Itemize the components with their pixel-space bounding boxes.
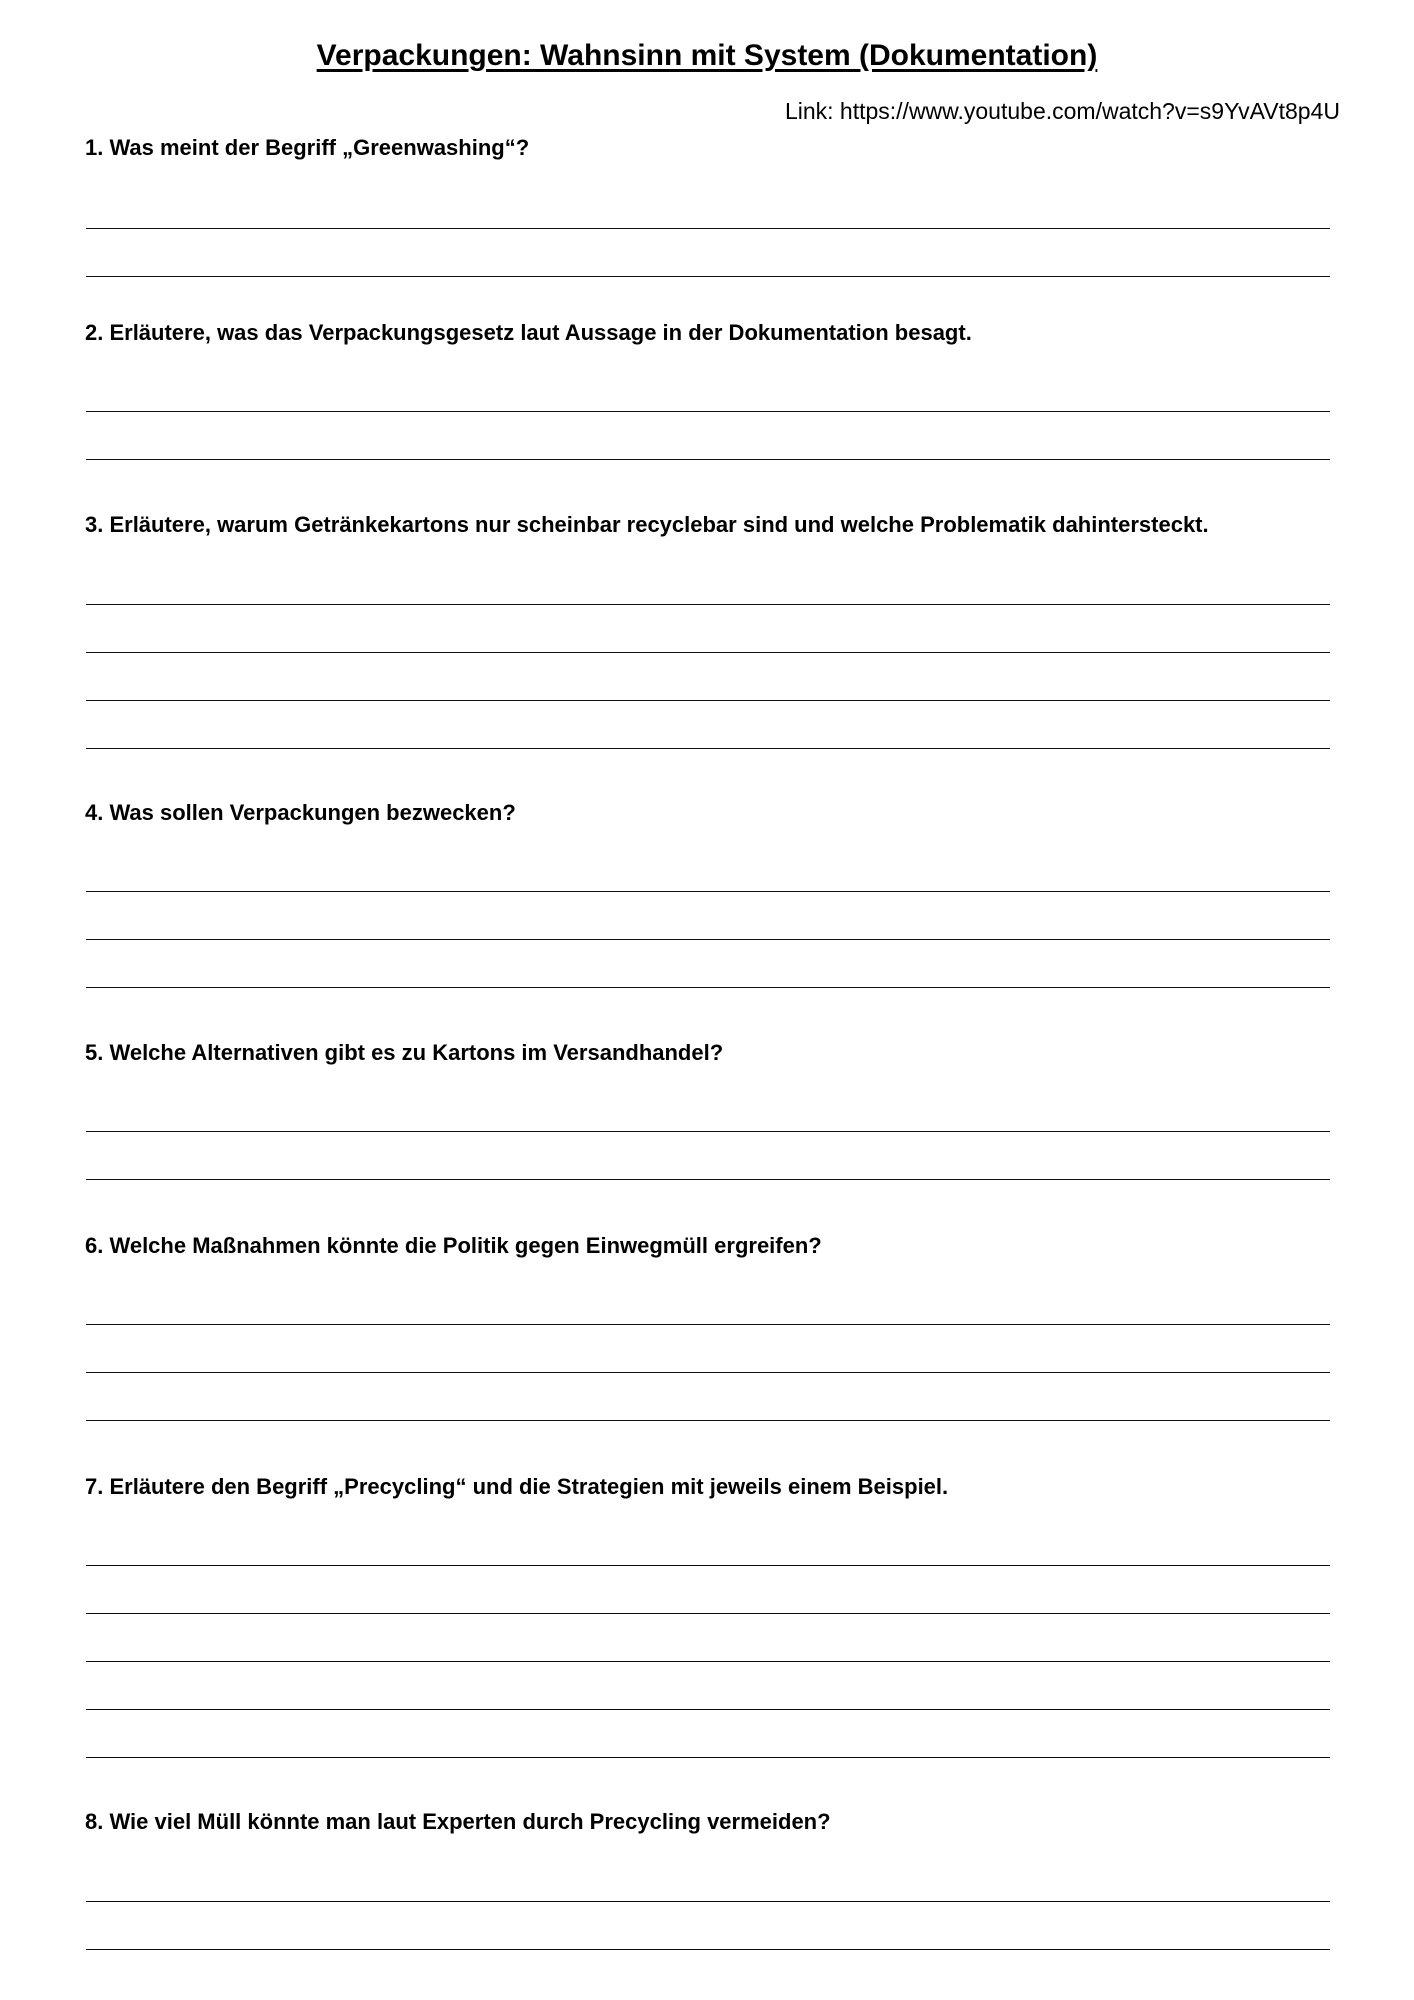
answer-line[interactable] — [86, 604, 1330, 605]
answer-line[interactable] — [86, 1372, 1330, 1373]
answer-line[interactable] — [86, 411, 1330, 412]
question-6: 6. Welche Maßnahmen könnte die Politik gegen Einwegmüll ergreifen? — [85, 1233, 822, 1258]
answer-line[interactable] — [86, 1324, 1330, 1325]
question-1: 1. Was meint der Begriff „Greenwashing“? — [85, 135, 530, 160]
question-5: 5. Welche Alternativen gibt es zu Kartons im Versandhandel? — [85, 1040, 724, 1065]
answer-line[interactable] — [86, 1709, 1330, 1710]
question-3: 3. Erläutere, warum Getränkekartons nur scheinbar recyclebar sind und welche Problematik dahintersteckt. — [85, 512, 1209, 537]
answer-line[interactable] — [86, 652, 1330, 653]
answer-line[interactable] — [86, 1565, 1330, 1566]
answer-line[interactable] — [86, 1661, 1330, 1662]
answer-line[interactable] — [86, 939, 1330, 940]
question-2: 2. Erläutere, was das Verpackungsgesetz laut Aussage in der Dokumentation besagt. — [85, 320, 972, 345]
question-7: 7. Erläutere den Begriff „Precycling“ und die Strategien mit jeweils einem Beispiel. — [85, 1474, 949, 1499]
answer-line[interactable] — [86, 1949, 1330, 1950]
answer-line[interactable] — [86, 1420, 1330, 1421]
worksheet-title: Verpackungen: Wahnsinn mit System (Dokumentation) — [316, 39, 1098, 72]
answer-line[interactable] — [86, 1757, 1330, 1758]
answer-line[interactable] — [86, 987, 1330, 988]
answer-line[interactable] — [86, 1131, 1330, 1132]
answer-line[interactable] — [86, 1613, 1330, 1614]
answer-line[interactable] — [86, 891, 1330, 892]
answer-line[interactable] — [86, 748, 1330, 749]
answer-line[interactable] — [86, 700, 1330, 701]
question-8: 8. Wie viel Müll könnte man laut Experten durch Precycling vermeiden? — [85, 1809, 831, 1834]
answer-line[interactable] — [86, 1179, 1330, 1180]
answer-line[interactable] — [86, 276, 1330, 277]
answer-line[interactable] — [86, 228, 1330, 229]
video-link: Link: https://www.youtube.com/watch?v=s9YvAVt8p4U — [784, 98, 1340, 124]
question-4: 4. Was sollen Verpackungen bezwecken? — [85, 800, 516, 825]
answer-line[interactable] — [86, 1901, 1330, 1902]
answer-line[interactable] — [86, 459, 1330, 460]
